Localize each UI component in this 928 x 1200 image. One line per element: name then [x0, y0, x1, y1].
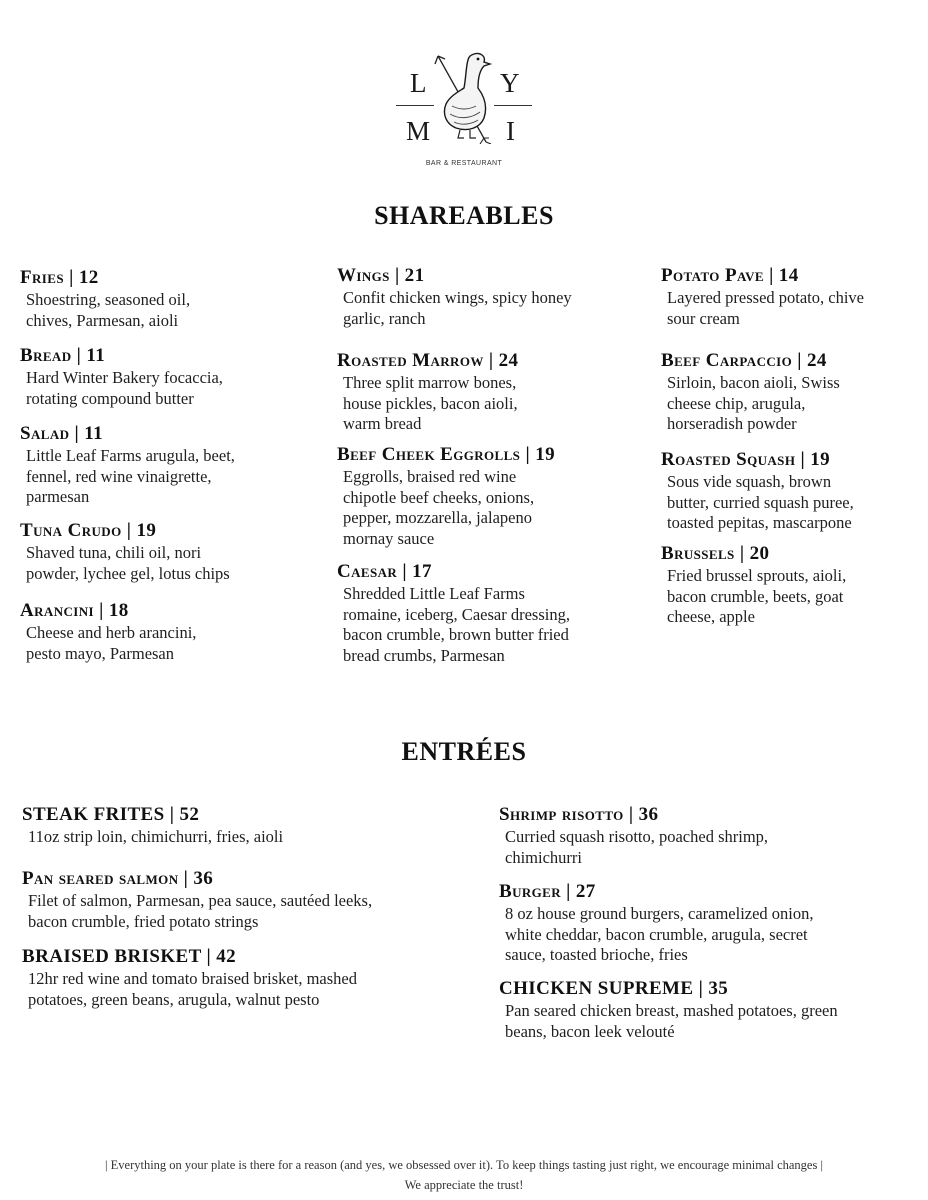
item-title: Burger | 27 — [499, 881, 596, 902]
logo-letter-l: L — [410, 68, 427, 98]
desc-line: Filet of salmon, Parmesan, pea sauce, sautéed leeks, — [28, 891, 373, 910]
desc-line: pesto mayo, Parmesan — [26, 643, 175, 663]
item-desc — [343, 584, 570, 666]
menu-item-fries — [20, 266, 190, 331]
menu-item-shrimp-risotto — [499, 803, 768, 868]
item-title: Arancini | 18 — [20, 600, 129, 621]
menu-item-bread — [20, 344, 223, 409]
desc-line: Sirloin, bacon aioli, Swiss — [667, 373, 840, 392]
menu-item-braised-brisket — [22, 945, 357, 1010]
desc-line: chimichurri — [505, 847, 582, 867]
item-title: Beef Carpaccio | 24 — [661, 350, 827, 371]
desc-line: 12hr red wine and tomato braised brisket, mashed — [28, 969, 357, 988]
desc-line: garlic, ranch — [343, 308, 426, 328]
desc-line: pepper, mozzarella, jalapeno — [343, 508, 532, 528]
desc-line: bacon crumble, brown butter fried — [343, 625, 569, 645]
logo-letter-i: I — [506, 116, 515, 146]
item-desc — [28, 891, 372, 932]
desc-line: 8 oz house ground burgers, caramelized onion, — [505, 904, 814, 923]
menu-item-tuna-crudo — [20, 519, 230, 584]
item-desc — [667, 472, 854, 534]
desc-line: Pan seared chicken breast, mashed potatoes, green — [505, 1001, 838, 1020]
item-desc — [343, 288, 572, 329]
logo-rule-right — [494, 105, 532, 106]
desc-line: Shaved tuna, chili oil, nori — [26, 543, 202, 562]
item-title: STEAK FRITES | 52 — [22, 804, 200, 825]
footer-line-2: We appreciate the trust! — [404, 1178, 524, 1192]
desc-line: bread crumbs, Parmesan — [343, 645, 505, 665]
item-desc — [667, 288, 864, 329]
desc-line: Little Leaf Farms arugula, beet, — [26, 446, 235, 465]
desc-line: Sous vide squash, brown — [667, 472, 832, 491]
item-title: Wings | 21 — [337, 265, 425, 286]
item-title: CHICKEN SUPREME | 35 — [499, 978, 729, 999]
desc-line: Layered pressed potato, chive — [667, 288, 865, 307]
item-title: Caesar | 17 — [337, 561, 432, 582]
item-desc — [505, 904, 814, 966]
item-title: Brussels | 20 — [661, 543, 770, 564]
item-desc — [343, 373, 518, 435]
desc-line: Eggrolls, braised red wine — [343, 467, 517, 486]
item-desc — [26, 290, 190, 331]
desc-line: Shredded Little Leaf Farms — [343, 584, 525, 603]
desc-line: sauce, toasted brioche, fries — [505, 945, 688, 965]
desc-line: white cheddar, bacon crumble, arugula, secret — [505, 924, 808, 944]
desc-line: mornay sauce — [343, 528, 435, 548]
desc-line: Three split marrow bones, — [343, 373, 517, 392]
item-desc — [28, 827, 283, 848]
desc-line: horseradish powder — [667, 414, 797, 434]
logo-letter-m: M — [406, 116, 431, 146]
menu-item-burger — [499, 880, 814, 966]
menu-item-brussels — [661, 542, 846, 628]
menu-item-roasted-squash — [661, 448, 854, 534]
item-title: Salad | 11 — [20, 423, 104, 444]
desc-line: Shoestring, seasoned oil, — [26, 290, 191, 309]
item-title: Shrimp risotto | 36 — [499, 804, 659, 825]
desc-line: Cheese and herb arancini, — [26, 623, 197, 642]
menu-item-arancini — [20, 599, 196, 664]
menu-item-caesar — [337, 560, 570, 666]
entrees-heading: ENTRÉES — [401, 737, 527, 766]
desc-line: Curried squash risotto, poached shrimp, — [505, 827, 769, 846]
desc-line: Hard Winter Bakery focaccia, — [26, 368, 223, 387]
desc-line: romaine, iceberg, Caesar dressing, — [343, 604, 570, 624]
item-title: BRAISED BRISKET | 42 — [22, 946, 237, 967]
item-title: Tuna Crudo | 19 — [20, 520, 157, 541]
desc-line: bacon crumble, beets, goat — [667, 586, 844, 606]
item-desc — [505, 827, 768, 868]
item-title: Beef Cheek Eggrolls | 19 — [337, 444, 555, 465]
item-title: Pan seared salmon | 36 — [22, 868, 214, 889]
desc-line: toasted pepitas, mascarpone — [667, 513, 852, 533]
item-desc — [343, 467, 555, 549]
item-title: Roasted Squash | 19 — [661, 449, 831, 470]
menu-item-roasted-marrow — [337, 349, 518, 435]
desc-line: butter, curried squash puree, — [667, 492, 854, 512]
desc-line: chives, Parmesan, aioli — [26, 310, 179, 330]
footer-note — [0, 1155, 928, 1195]
footer-line-1: | Everything on your plate is there for a reason (and yes, we obsessed over it). To keep things tasting just right, we encourage minimal changes | — [105, 1158, 823, 1172]
logo-rule-left — [396, 105, 434, 106]
desc-line: Fried brussel sprouts, aioli, — [667, 566, 847, 585]
desc-line: 11oz strip loin, chimichurri, fries, aioli — [28, 827, 284, 846]
desc-line: cheese, apple — [667, 607, 755, 627]
menu-item-chicken-supreme — [499, 977, 838, 1042]
item-desc — [505, 1001, 838, 1042]
menu-item-salad — [20, 422, 235, 508]
item-desc — [667, 373, 840, 435]
restaurant-logo — [390, 48, 538, 174]
desc-line: bacon crumble, fried potato strings — [28, 911, 259, 931]
item-desc — [26, 623, 196, 664]
desc-line: sour cream — [667, 308, 740, 328]
desc-line: parmesan — [26, 487, 90, 507]
menu-item-pan-seared-salmon — [22, 867, 372, 932]
desc-line: house pickles, bacon aioli, — [343, 393, 518, 413]
menu-item-beef-carpaccio — [661, 349, 840, 435]
item-desc — [26, 368, 223, 409]
item-title: Roasted Marrow | 24 — [337, 350, 519, 371]
item-title: Potato Pave | 14 — [661, 265, 799, 286]
menu-item-beef-cheek-eggrolls — [337, 443, 555, 549]
desc-line: rotating compound butter — [26, 388, 194, 408]
logo-letter-y: Y — [500, 68, 520, 98]
desc-line: chipotle beef cheeks, onions, — [343, 487, 535, 507]
goose-with-arrow-icon — [434, 48, 496, 144]
menu-item-steak-frites — [22, 803, 283, 848]
desc-line: Confit chicken wings, spicy honey — [343, 288, 572, 307]
desc-line: cheese chip, arugula, — [667, 393, 806, 413]
desc-line: fennel, red wine vinaigrette, — [26, 466, 212, 486]
item-title: Bread | 11 — [20, 345, 106, 366]
desc-line: beans, bacon leek velouté — [505, 1021, 675, 1041]
desc-line: warm bread — [343, 414, 422, 434]
logo-subtitle: BAR & RESTAURANT — [425, 160, 503, 167]
menu-item-wings — [337, 264, 572, 329]
shareables-heading: SHAREABLES — [374, 201, 554, 230]
item-desc — [26, 543, 230, 584]
menu-item-potato-pave — [661, 264, 864, 329]
desc-line: potatoes, green beans, arugula, walnut pesto — [28, 989, 320, 1009]
item-desc — [26, 446, 235, 508]
item-desc — [667, 566, 846, 628]
desc-line: powder, lychee gel, lotus chips — [26, 563, 230, 583]
item-desc — [28, 969, 357, 1010]
item-title: Fries | 12 — [20, 267, 99, 288]
